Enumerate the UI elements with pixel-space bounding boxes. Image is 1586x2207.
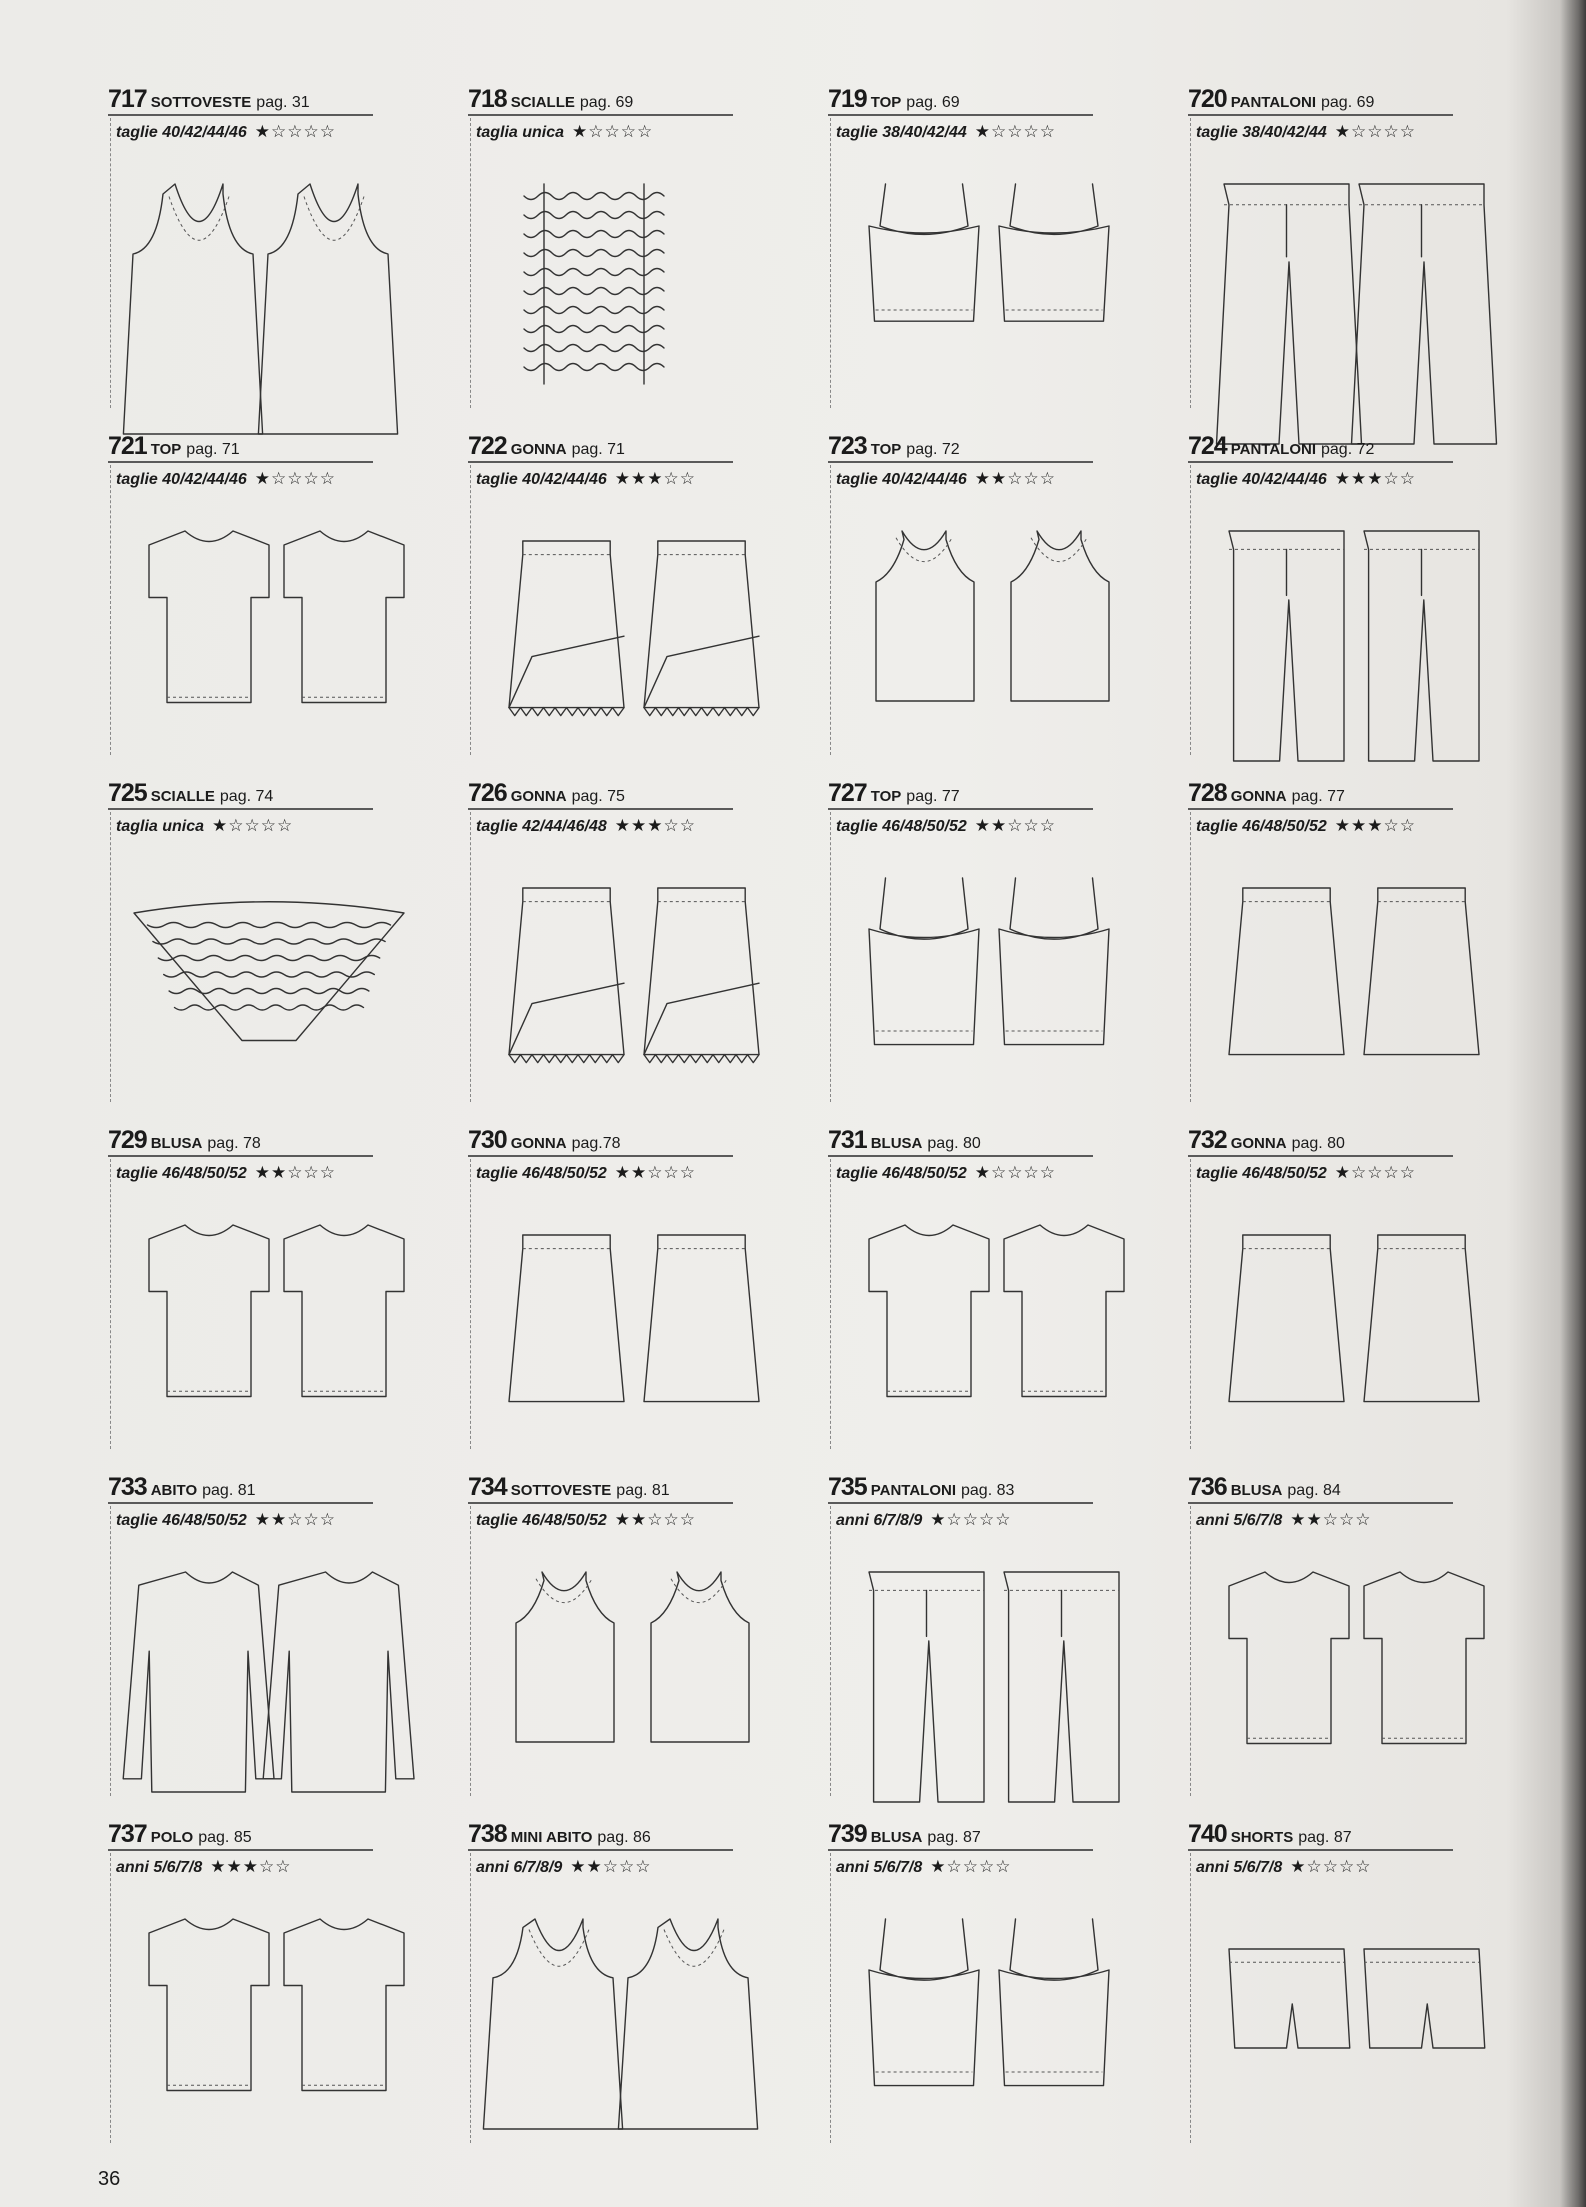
cut-guide xyxy=(830,1853,831,2143)
page-spine-shadow xyxy=(1560,0,1586,2207)
cut-guide xyxy=(470,1506,471,1796)
item-sizes: anni 6/7/8/9 ★★☆☆☆ xyxy=(476,1857,652,1876)
cut-guide xyxy=(1190,812,1191,1102)
item-sizes: anni 5/6/7/8 ★☆☆☆☆ xyxy=(1196,1857,1372,1876)
difficulty-stars: ★★☆☆☆ xyxy=(254,1510,336,1529)
item-page-ref: pag. 69 xyxy=(579,94,634,111)
header-rule xyxy=(828,114,1093,116)
item-page-ref: pag. 69 xyxy=(1321,94,1375,111)
cut-guide xyxy=(110,465,111,755)
item-header xyxy=(828,778,1128,835)
garment-sketch xyxy=(842,531,1202,801)
garment-sketch xyxy=(122,531,482,801)
garment-sketch xyxy=(842,1225,1202,1495)
item-header xyxy=(468,1472,768,1529)
item-header xyxy=(828,1472,1128,1529)
item-number: 724 xyxy=(1188,432,1227,460)
page-number: 36 xyxy=(98,2168,121,2190)
item-page-ref: pag. 80 xyxy=(927,1135,981,1152)
item-page-ref: pag. 77 xyxy=(906,788,960,805)
item-type: ABITO xyxy=(150,1482,198,1499)
header-rule xyxy=(1188,1155,1453,1157)
difficulty-stars: ★☆☆☆☆ xyxy=(212,816,294,835)
item-page-ref: pag. 31 xyxy=(256,94,310,111)
item-page-ref: pag. 71 xyxy=(571,441,625,458)
difficulty-stars: ★☆☆☆☆ xyxy=(1290,1857,1372,1876)
item-type: BLUSA xyxy=(150,1135,203,1152)
item-number: 736 xyxy=(1188,1473,1227,1501)
pattern-item[interactable] xyxy=(820,431,1180,778)
difficulty-stars: ★☆☆☆☆ xyxy=(254,469,336,488)
pattern-item[interactable] xyxy=(460,1472,820,1819)
garment-sketch xyxy=(1202,1919,1562,2189)
cut-guide xyxy=(110,118,111,408)
item-sizes: taglie 46/48/50/52 ★☆☆☆☆ xyxy=(1196,1163,1416,1182)
item-number: 734 xyxy=(468,1473,507,1501)
garment-sketch xyxy=(1202,1225,1562,1495)
pattern-item[interactable] xyxy=(100,1472,460,1819)
item-sizes: taglie 40/42/44/46 ★★★☆☆ xyxy=(476,469,696,488)
cut-guide xyxy=(110,1853,111,2143)
header-rule xyxy=(108,808,373,810)
item-page-ref: pag. 77 xyxy=(1291,788,1345,805)
item-type: TOP xyxy=(150,441,182,458)
difficulty-stars: ★★☆☆☆ xyxy=(614,1510,696,1529)
item-header xyxy=(828,1125,1128,1182)
difficulty-stars: ★★★☆☆ xyxy=(614,469,696,488)
item-number: 729 xyxy=(108,1126,147,1154)
cut-guide xyxy=(1190,118,1191,408)
cut-guide xyxy=(110,812,111,1102)
pattern-item[interactable] xyxy=(1180,1819,1540,2166)
item-page-ref: pag. 83 xyxy=(961,1482,1015,1499)
cut-guide xyxy=(830,465,831,755)
item-type: TOP xyxy=(870,788,902,805)
item-page-ref: pag. 72 xyxy=(1321,441,1375,458)
difficulty-stars: ★★☆☆☆ xyxy=(974,816,1056,835)
item-type: GONNA xyxy=(510,1135,567,1152)
item-page-ref: pag. 81 xyxy=(616,1482,670,1499)
cut-guide xyxy=(830,1159,831,1449)
garment-sketch xyxy=(482,1225,842,1495)
header-rule xyxy=(108,114,373,116)
item-header xyxy=(1188,1472,1488,1529)
item-page-ref: pag. 80 xyxy=(1291,1135,1345,1152)
item-page-ref: pag. 69 xyxy=(906,94,960,111)
item-number: 733 xyxy=(108,1473,147,1501)
difficulty-stars: ★☆☆☆☆ xyxy=(572,122,654,141)
item-sizes: anni 5/6/7/8 ★★★☆☆ xyxy=(116,1857,292,1876)
item-sizes: taglie 38/40/42/44 ★☆☆☆☆ xyxy=(1196,122,1416,141)
pattern-item[interactable] xyxy=(460,431,820,778)
item-header xyxy=(468,1819,768,1876)
item-number: 732 xyxy=(1188,1126,1227,1154)
item-sizes: anni 6/7/8/9 ★☆☆☆☆ xyxy=(836,1510,1012,1529)
header-rule xyxy=(468,1849,733,1851)
difficulty-stars: ★★★☆☆ xyxy=(1334,816,1416,835)
item-number: 730 xyxy=(468,1126,507,1154)
difficulty-stars: ★★☆☆☆ xyxy=(1290,1510,1372,1529)
item-sizes: anni 5/6/7/8 ★★☆☆☆ xyxy=(1196,1510,1372,1529)
garment-sketch xyxy=(1202,878,1562,1148)
item-type: SHORTS xyxy=(1230,1829,1294,1846)
garment-sketch xyxy=(1202,531,1562,801)
garment-sketch xyxy=(482,1572,842,1842)
header-rule xyxy=(1188,808,1453,810)
item-sizes: taglie 46/48/50/52 ★★☆☆☆ xyxy=(116,1510,336,1529)
header-rule xyxy=(828,461,1093,463)
item-type: PANTALONI xyxy=(1230,94,1316,111)
item-sizes: taglie 38/40/42/44 ★☆☆☆☆ xyxy=(836,122,1056,141)
item-header xyxy=(1188,778,1488,835)
item-number: 721 xyxy=(108,432,147,460)
cut-guide xyxy=(1190,465,1191,755)
item-sizes: taglie 46/48/50/52 ★★★☆☆ xyxy=(1196,816,1416,835)
header-rule xyxy=(828,1155,1093,1157)
header-rule xyxy=(828,1502,1093,1504)
pattern-item[interactable] xyxy=(820,1819,1180,2166)
item-type: GONNA xyxy=(510,788,567,805)
pattern-item[interactable] xyxy=(820,1125,1180,1472)
item-page-ref: pag. 75 xyxy=(571,788,625,805)
item-header xyxy=(108,84,408,141)
item-page-ref: pag. 85 xyxy=(198,1829,252,1846)
item-page-ref: pag. 71 xyxy=(186,441,240,458)
item-page-ref: pag. 86 xyxy=(597,1829,651,1846)
garment-sketch xyxy=(842,184,1202,454)
header-rule xyxy=(468,1502,733,1504)
item-sizes: taglia unica ★☆☆☆☆ xyxy=(116,816,294,835)
item-number: 720 xyxy=(1188,85,1227,113)
pattern-item[interactable] xyxy=(100,84,460,431)
item-header xyxy=(1188,84,1488,141)
garment-sketch xyxy=(122,878,482,1148)
item-type: GONNA xyxy=(510,441,567,458)
item-page-ref: pag. 84 xyxy=(1287,1482,1341,1499)
header-rule xyxy=(1188,1502,1453,1504)
item-type: SOTTOVESTE xyxy=(510,1482,612,1499)
cut-guide xyxy=(470,118,471,408)
item-header xyxy=(108,431,408,488)
garment-sketch xyxy=(482,1919,842,2189)
cut-guide xyxy=(470,465,471,755)
cut-guide xyxy=(470,1159,471,1449)
pattern-item[interactable] xyxy=(460,1819,820,2166)
cut-guide xyxy=(1190,1506,1191,1796)
cut-guide xyxy=(470,812,471,1102)
item-header xyxy=(108,1125,408,1182)
difficulty-stars: ★★★☆☆ xyxy=(614,816,696,835)
item-number: 726 xyxy=(468,779,507,807)
item-number: 739 xyxy=(828,1820,867,1848)
item-type: GONNA xyxy=(1230,1135,1287,1152)
header-rule xyxy=(1188,461,1453,463)
item-type: TOP xyxy=(870,441,902,458)
pattern-item[interactable] xyxy=(100,778,460,1125)
item-sizes: taglie 40/42/44/46 ★☆☆☆☆ xyxy=(116,469,336,488)
item-type: TOP xyxy=(870,94,902,111)
item-type: SCIALLE xyxy=(510,94,575,111)
difficulty-stars: ★★☆☆☆ xyxy=(254,1163,336,1182)
garment-sketch xyxy=(842,878,1202,1148)
item-sizes: taglie 46/48/50/52 ★★☆☆☆ xyxy=(116,1163,336,1182)
item-number: 735 xyxy=(828,1473,867,1501)
item-number: 723 xyxy=(828,432,867,460)
item-number: 719 xyxy=(828,85,867,113)
pattern-item[interactable] xyxy=(820,778,1180,1125)
pattern-grid xyxy=(100,84,1540,2166)
garment-sketch xyxy=(842,1572,1202,1842)
pattern-item[interactable] xyxy=(1180,431,1540,778)
cut-guide xyxy=(830,118,831,408)
item-sizes: anni 5/6/7/8 ★☆☆☆☆ xyxy=(836,1857,1012,1876)
header-rule xyxy=(108,1849,373,1851)
header-rule xyxy=(468,114,733,116)
header-rule xyxy=(108,1155,373,1157)
item-number: 737 xyxy=(108,1820,147,1848)
item-sizes: taglie 46/48/50/52 ★★☆☆☆ xyxy=(476,1510,696,1529)
garment-sketch xyxy=(482,878,842,1148)
item-number: 725 xyxy=(108,779,147,807)
cut-guide xyxy=(830,812,831,1102)
item-header xyxy=(828,1819,1128,1876)
item-sizes: taglie 40/42/44/46 ★★☆☆☆ xyxy=(836,469,1056,488)
item-type: BLUSA xyxy=(870,1829,923,1846)
item-type: SOTTOVESTE xyxy=(150,94,252,111)
item-page-ref: pag. 81 xyxy=(202,1482,256,1499)
item-header xyxy=(468,431,768,488)
pattern-item[interactable] xyxy=(460,1125,820,1472)
garment-sketch xyxy=(1202,1572,1562,1842)
cut-guide xyxy=(110,1159,111,1449)
pattern-item[interactable] xyxy=(1180,1125,1540,1472)
header-rule xyxy=(108,461,373,463)
difficulty-stars: ★★★☆☆ xyxy=(210,1857,292,1876)
pattern-item[interactable] xyxy=(100,431,460,778)
item-page-ref: pag. 78 xyxy=(207,1135,261,1152)
item-header xyxy=(108,1819,408,1876)
pattern-item[interactable] xyxy=(460,778,820,1125)
item-number: 718 xyxy=(468,85,507,113)
item-type: SCIALLE xyxy=(150,788,215,805)
difficulty-stars: ★★★☆☆ xyxy=(1334,469,1416,488)
item-header xyxy=(108,778,408,835)
garment-sketch xyxy=(482,184,842,454)
header-rule xyxy=(468,808,733,810)
item-header xyxy=(468,778,768,835)
item-type: BLUSA xyxy=(1230,1482,1283,1499)
item-page-ref: pag. 87 xyxy=(1298,1829,1352,1846)
pattern-item[interactable] xyxy=(820,1472,1180,1819)
header-rule xyxy=(828,808,1093,810)
item-type: BLUSA xyxy=(870,1135,923,1152)
pattern-item[interactable] xyxy=(1180,1472,1540,1819)
item-header xyxy=(468,1125,768,1182)
item-sizes: taglie 40/42/44/46 ★★★☆☆ xyxy=(1196,469,1416,488)
item-number: 727 xyxy=(828,779,867,807)
item-number: 722 xyxy=(468,432,507,460)
difficulty-stars: ★★☆☆☆ xyxy=(614,1163,696,1182)
item-number: 728 xyxy=(1188,779,1227,807)
item-type: PANTALONI xyxy=(870,1482,956,1499)
item-header xyxy=(468,84,768,141)
item-type: PANTALONI xyxy=(1230,441,1316,458)
item-header xyxy=(828,84,1128,141)
item-page-ref: pag. 74 xyxy=(219,788,274,805)
header-rule xyxy=(108,1502,373,1504)
header-rule xyxy=(1188,1849,1453,1851)
header-rule xyxy=(468,1155,733,1157)
item-header xyxy=(108,1472,408,1529)
difficulty-stars: ★★☆☆☆ xyxy=(974,469,1056,488)
difficulty-stars: ★☆☆☆☆ xyxy=(974,122,1056,141)
difficulty-stars: ★★☆☆☆ xyxy=(570,1857,652,1876)
item-sizes: taglie 42/44/46/48 ★★★☆☆ xyxy=(476,816,696,835)
item-type: POLO xyxy=(150,1829,194,1846)
item-sizes: taglie 46/48/50/52 ★★☆☆☆ xyxy=(836,816,1056,835)
item-sizes: taglie 46/48/50/52 ★☆☆☆☆ xyxy=(836,1163,1056,1182)
garment-sketch xyxy=(122,1572,482,1842)
item-sizes: taglie 46/48/50/52 ★★☆☆☆ xyxy=(476,1163,696,1182)
cut-guide xyxy=(110,1506,111,1796)
pattern-item[interactable] xyxy=(460,84,820,431)
garment-sketch xyxy=(1202,184,1562,454)
item-page-ref: pag. 72 xyxy=(906,441,960,458)
item-number: 740 xyxy=(1188,1820,1227,1848)
pattern-item[interactable] xyxy=(100,1819,460,2166)
header-rule xyxy=(1188,114,1453,116)
cut-guide xyxy=(830,1506,831,1796)
difficulty-stars: ★☆☆☆☆ xyxy=(930,1857,1012,1876)
item-sizes: taglie 40/42/44/46 ★☆☆☆☆ xyxy=(116,122,336,141)
header-rule xyxy=(828,1849,1093,1851)
garment-sketch xyxy=(842,1919,1202,2189)
item-header xyxy=(828,431,1128,488)
pattern-item[interactable] xyxy=(1180,778,1540,1125)
cut-guide xyxy=(470,1853,471,2143)
item-page-ref: pag.78 xyxy=(571,1135,621,1152)
item-type: GONNA xyxy=(1230,788,1287,805)
garment-sketch xyxy=(122,184,482,454)
item-page-ref: pag. 87 xyxy=(927,1829,981,1846)
garment-sketch xyxy=(482,531,842,801)
difficulty-stars: ★☆☆☆☆ xyxy=(1334,122,1416,141)
cut-guide xyxy=(1190,1159,1191,1449)
item-header xyxy=(1188,431,1488,488)
item-header xyxy=(1188,1819,1488,1876)
item-header xyxy=(1188,1125,1488,1182)
item-number: 731 xyxy=(828,1126,867,1154)
pattern-item[interactable] xyxy=(1180,84,1540,431)
garment-sketch xyxy=(122,1225,482,1495)
item-type: MINI ABITO xyxy=(510,1829,593,1846)
difficulty-stars: ★☆☆☆☆ xyxy=(254,122,336,141)
item-number: 738 xyxy=(468,1820,507,1848)
item-number: 717 xyxy=(108,85,147,113)
difficulty-stars: ★☆☆☆☆ xyxy=(930,1510,1012,1529)
difficulty-stars: ★☆☆☆☆ xyxy=(974,1163,1056,1182)
item-sizes: taglia unica ★☆☆☆☆ xyxy=(476,122,654,141)
cut-guide xyxy=(1190,1853,1191,2143)
pattern-item[interactable] xyxy=(100,1125,460,1472)
pattern-item[interactable] xyxy=(820,84,1180,431)
header-rule xyxy=(468,461,733,463)
difficulty-stars: ★☆☆☆☆ xyxy=(1334,1163,1416,1182)
garment-sketch xyxy=(122,1919,482,2189)
